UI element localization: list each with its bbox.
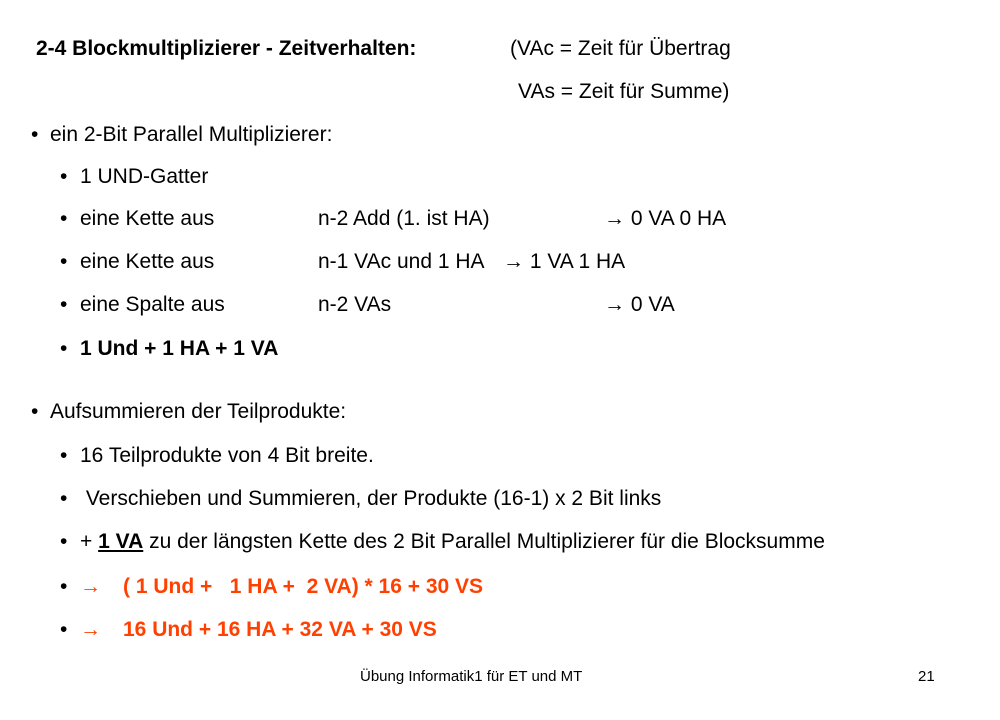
- list-item-col1: eine Kette aus: [80, 207, 215, 230]
- list-item-col2: n-2 VAs: [318, 293, 392, 316]
- list-item-col2: n-1 VAc und 1 HA: [318, 250, 485, 273]
- page-number: 21: [918, 668, 935, 685]
- section1-title: ein 2-Bit Parallel Multiplizierer:: [50, 123, 333, 146]
- sub-bullet: •: [60, 165, 68, 188]
- section2-title: Aufsummieren der Teilprodukte:: [50, 400, 347, 423]
- heading-note-line1: (VAc = Zeit für Übertrag: [510, 37, 731, 60]
- implies-arrow-icon: →: [80, 618, 101, 641]
- heading-note-line2: VAs = Zeit für Summe): [518, 80, 730, 103]
- sub-bullet: •: [60, 618, 68, 641]
- list-item-col3: → 0 VA: [604, 293, 675, 316]
- list-item-col3: → 0 VA 0 HA: [604, 207, 727, 230]
- list-item: Verschieben und Summieren, der Produkte (16-1) x 2 Bit links: [80, 487, 662, 510]
- list-item-col3: → 1 VA 1 HA: [503, 250, 626, 273]
- list-item: [80, 530, 825, 554]
- sub-bullet: •: [60, 444, 68, 467]
- list-item-summary: 1 Und + 1 HA + 1 VA: [80, 337, 279, 360]
- list-item-col1: eine Kette aus: [80, 250, 215, 273]
- footer-title: Übung Informatik1 für ET und MT: [360, 668, 583, 685]
- list-item: 1 UND-Gatter: [80, 165, 209, 188]
- result-formula: [80, 575, 483, 599]
- sub-bullet: •: [60, 207, 68, 230]
- list-item: 16 Teilprodukte von 4 Bit breite.: [80, 444, 374, 467]
- sub-bullet: •: [60, 293, 68, 316]
- section2-bullet: •: [31, 400, 39, 423]
- slide-title: 2-4 Blockmultiplizierer - Zeitverhalten:: [36, 37, 417, 60]
- plus-prefix: +: [80, 530, 99, 553]
- sub-bullet: •: [60, 575, 68, 598]
- result-total-text: 16 Und + 16 HA + 32 VA + 30 VS: [123, 618, 437, 641]
- sub-bullet: •: [60, 337, 68, 360]
- result-formula-text: ( 1 Und + 1 HA + 2 VA) * 16 + 30 VS: [123, 575, 484, 598]
- list-item-col2: n-2 Add (1. ist HA): [318, 207, 490, 230]
- list-item-col1: eine Spalte aus: [80, 293, 225, 316]
- one-va-bold: 1 VA: [98, 530, 144, 553]
- sub-bullet: •: [60, 530, 68, 553]
- list-item-rest: zu der längsten Kette des 2 Bit Parallel Multiplizierer für die Blocksumme: [143, 530, 825, 553]
- sub-bullet: •: [60, 487, 68, 510]
- sub-bullet: •: [60, 250, 68, 273]
- section1-bullet: •: [31, 123, 39, 146]
- result-total: [80, 618, 437, 642]
- implies-arrow-icon: →: [80, 575, 101, 598]
